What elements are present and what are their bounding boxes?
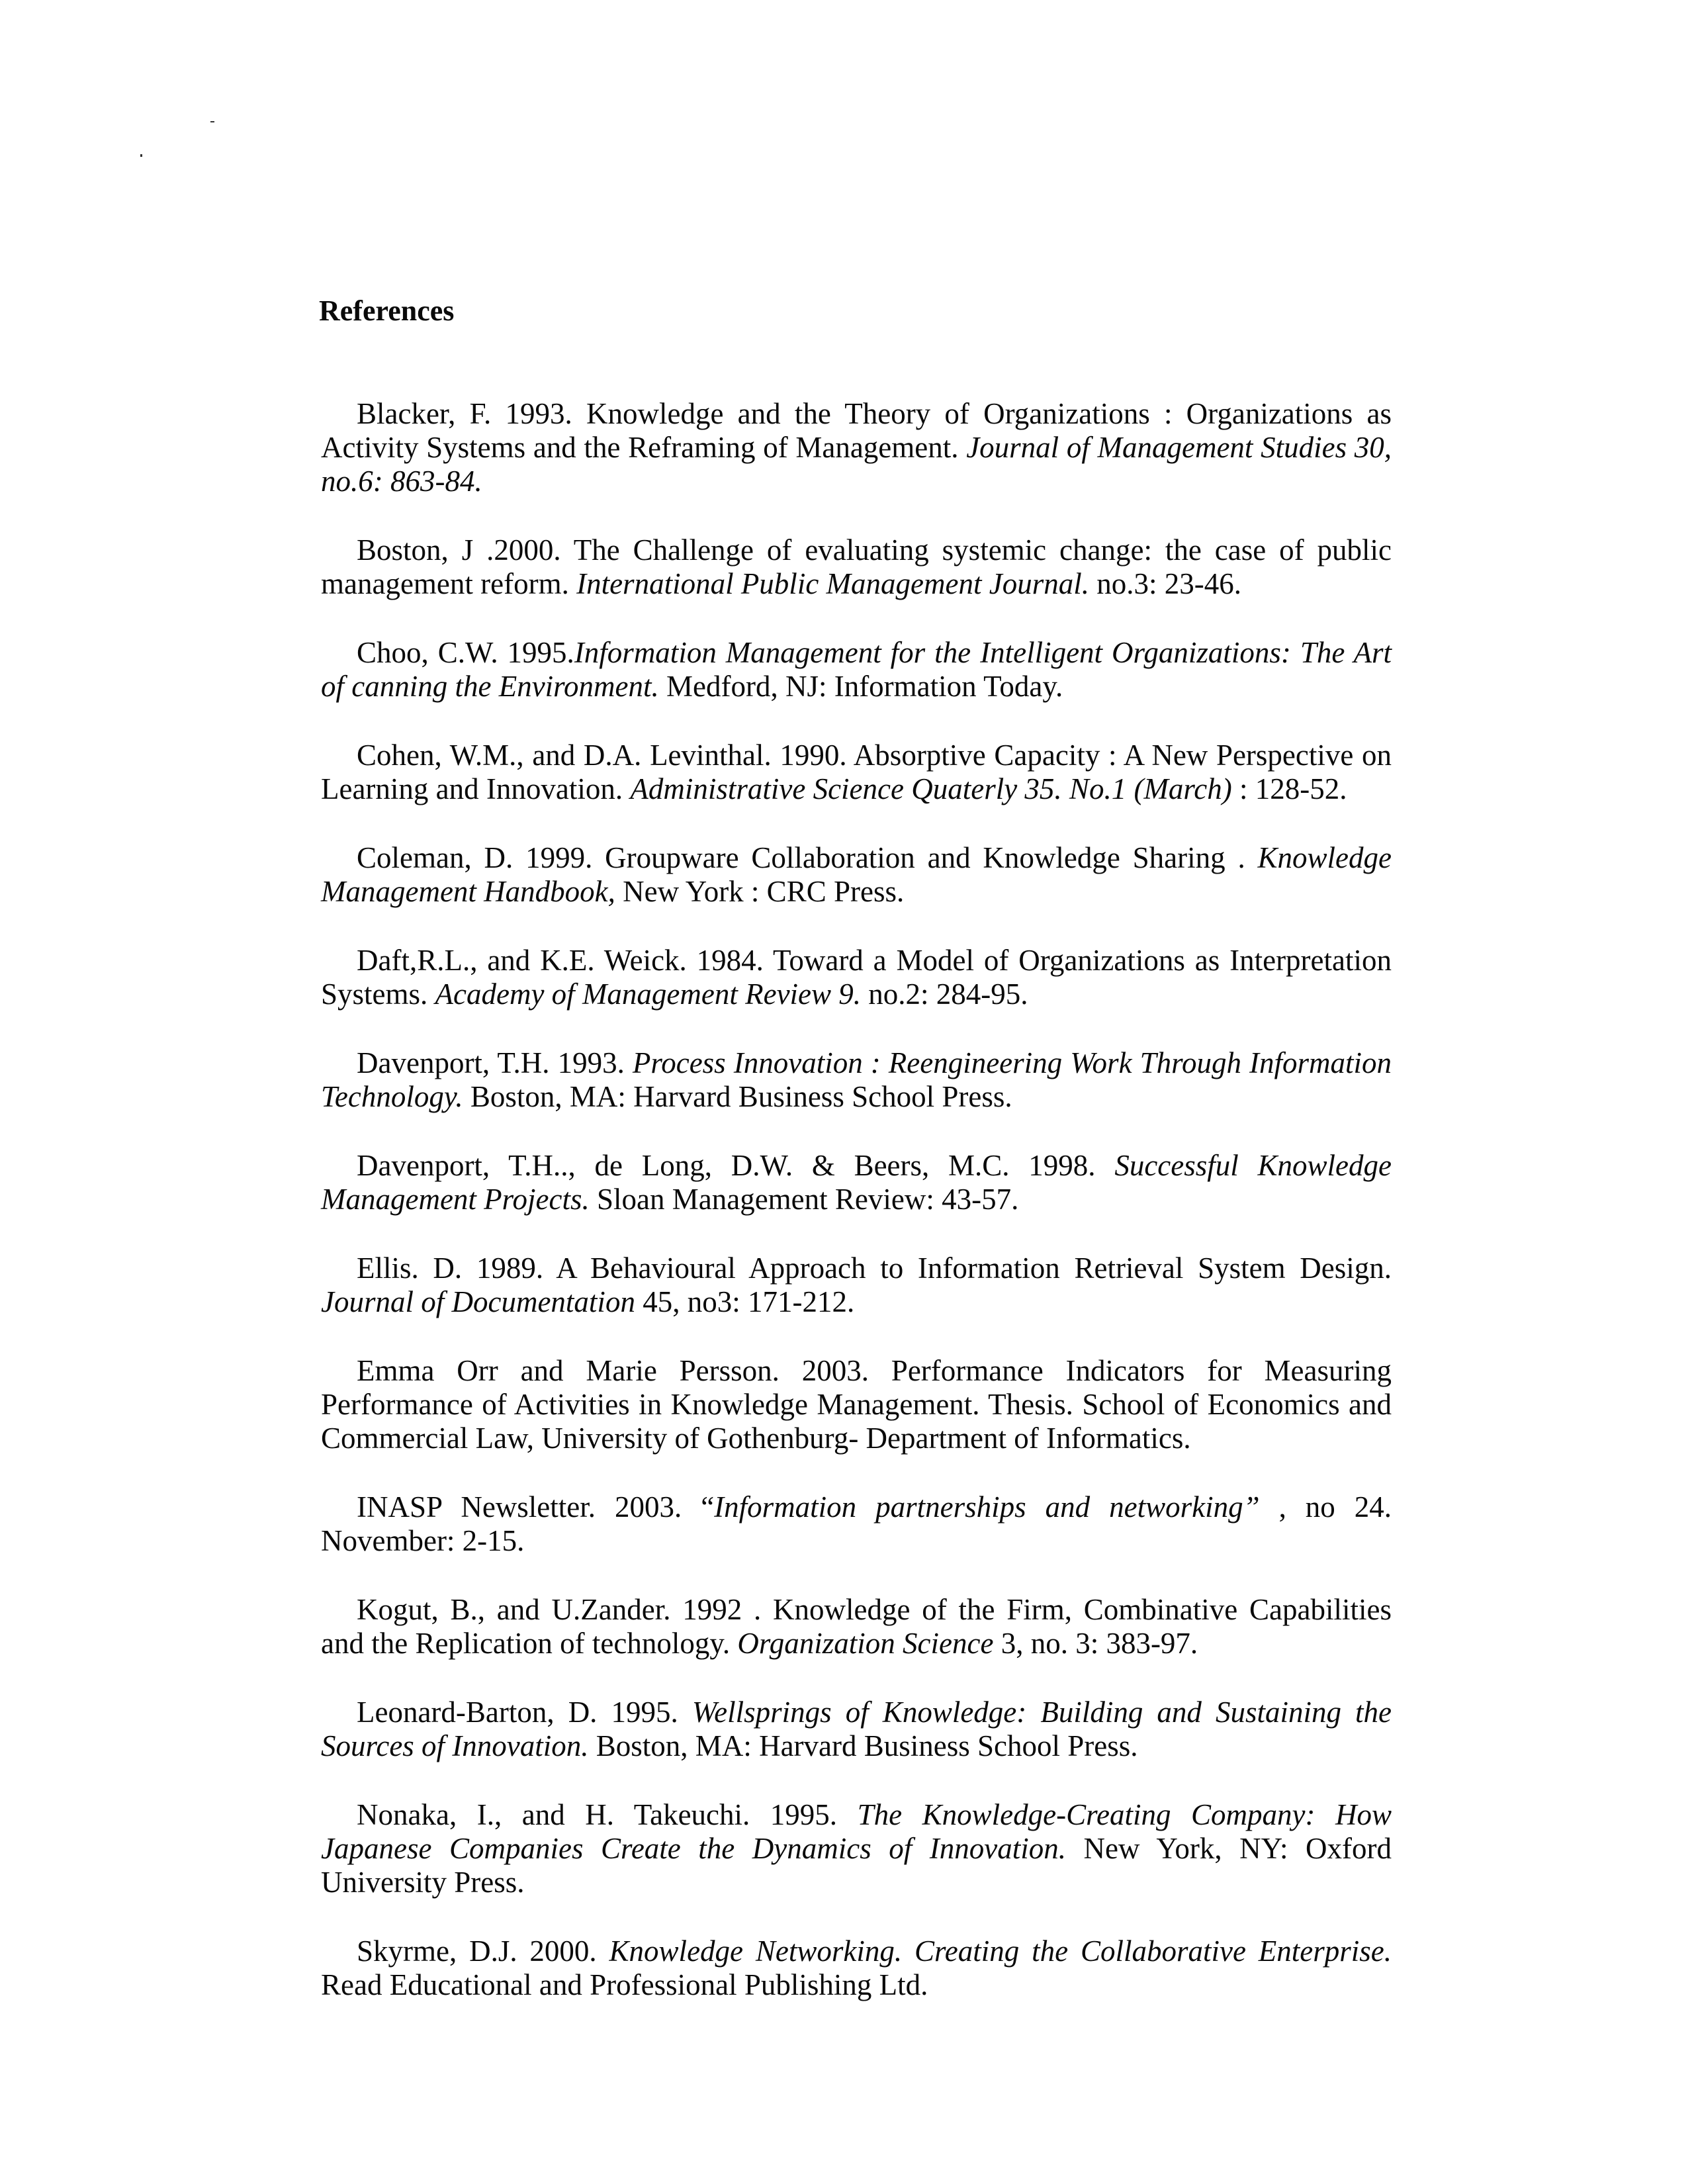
scan-speck [210, 121, 214, 122]
reference-text: Sloan Management Review: 43-57. [589, 1183, 1019, 1216]
reference-text: Davenport, T.H.., de Long, D.W. & Beers, M.C. 1998. [357, 1149, 1115, 1182]
reference-entry [321, 533, 1392, 601]
reference-text: 45, no3: 171-212. [635, 1285, 855, 1318]
reference-entry [321, 739, 1392, 806]
reference-entry [321, 1696, 1392, 1763]
reference-title-italic: Information partnerships and networking” [714, 1490, 1260, 1524]
reference-text: Coleman, D. 1999. Groupware Collaboration and Knowledge Sharing . [357, 841, 1258, 874]
reference-text: 3, no. 3: 383-97. [993, 1627, 1198, 1660]
reference-text: , no 24. November: 2-15. [321, 1490, 1392, 1557]
reference-title-italic: Academy of Management Review 9. [435, 978, 862, 1011]
reference-entry [321, 1593, 1392, 1661]
reference-text: Cohen, W.M., and D.A. Levinthal. 1990. Absorptive Capacity : A New Perspective on Learning and Innovation. [321, 739, 1392, 805]
reference-entry [321, 1490, 1392, 1558]
reference-text: no.3: 23-46. [1089, 567, 1241, 600]
reference-text: Boston, J .2000. The Challenge of evaluating systemic change: the case of public management reform. [321, 533, 1392, 600]
reference-entry [321, 1798, 1392, 1899]
reference-title-italic: Information Management for the Intelligent Organizations: The Art of canning the Environment. [321, 636, 1392, 703]
reference-entry [321, 1934, 1392, 2002]
reference-title-italic: Successful Knowledge Management Projects. [321, 1149, 1392, 1216]
reference-text: Daft,R.L., and K.E. Weick. 1984. Toward a Model of Organizations as Interpretation Systems. [321, 944, 1392, 1011]
reference-entry [321, 636, 1392, 704]
reference-text: Medford, NJ: Information Today. [658, 670, 1063, 703]
reference-text: Blacker, F. 1993. Knowledge and the Theory of Organizations : Organizations as Activity Systems and the Reframing of Management. [321, 397, 1392, 464]
reference-text: Boston, MA: Harvard Business School Press. [463, 1080, 1012, 1113]
reference-entry [321, 841, 1392, 909]
reference-title-italic: Organization Science [737, 1627, 994, 1660]
reference-title-italic: International Public Management Journal. [576, 567, 1089, 600]
reference-text: New York, NY: Oxford University Press. [321, 1832, 1392, 1899]
reference-text: no.2: 284-95. [861, 978, 1028, 1011]
reference-entry [321, 397, 1392, 498]
reference-title-italic: The Knowledge-Creating Company: How Japanese Companies Create the Dynamics of Innovation. [321, 1798, 1392, 1865]
reference-title-italic: Knowledge Networking. Creating the Collaborative Enterprise. [609, 1934, 1392, 1968]
reference-entry [321, 1354, 1392, 1455]
reference-text: Nonaka, I., and H. Takeuchi. 1995. [357, 1798, 858, 1831]
reference-text: Davenport, T.H. 1993. [357, 1046, 633, 1079]
scan-speck [140, 154, 142, 157]
reference-text: Boston, MA: Harvard Business School Press. [588, 1729, 1138, 1762]
reference-title-italic: Administrative Science Quaterly 35. No.1 (March) [630, 772, 1232, 805]
reference-text: INASP Newsletter. 2003. “ [357, 1490, 715, 1524]
reference-entry [321, 1149, 1392, 1216]
reference-entry [321, 944, 1392, 1011]
reference-text: Read Educational and Professional Publishing Ltd. [321, 1968, 928, 2001]
reference-entry [321, 1046, 1392, 1114]
reference-title-italic: Process Innovation : Reengineering Work Through Information Technology. [321, 1046, 1392, 1113]
reference-title-italic: Wellsprings of Knowledge: Building and Sustaining the Sources of Innovation. [321, 1696, 1392, 1762]
reference-title-italic: Journal of Management Studies 30, no.6: 863-84. [321, 431, 1392, 498]
reference-title-italic: Journal of Documentation [321, 1285, 635, 1318]
reference-text: Leonard-Barton, D. 1995. [357, 1696, 692, 1729]
reference-text: : 128-52. [1231, 772, 1347, 805]
reference-text: Kogut, B., and U.Zander. 1992 . Knowledge of the Firm, Combinative Capabilities and the Replication of technology. [321, 1593, 1392, 1660]
reference-text: New York : CRC Press. [615, 875, 905, 908]
reference-text: Skyrme, D.J. 2000. [357, 1934, 609, 1968]
references-heading: References [319, 295, 455, 327]
reference-list [321, 397, 1392, 2037]
reference-text: Choo, C.W. 1995. [357, 636, 574, 669]
reference-title-italic: Knowledge Management Handbook, [321, 841, 1392, 908]
reference-entry [321, 1251, 1392, 1319]
reference-text: Emma Orr and Marie Persson. 2003. Performance Indicators for Measuring Performance of Activities in Knowledge Management. Thesis. School of Economics and Commercial Law, University of Gothenburg- Department of Informatics. [321, 1354, 1392, 1455]
reference-text: Ellis. D. 1989. A Behavioural Approach to Information Retrieval System Design. [357, 1251, 1392, 1285]
